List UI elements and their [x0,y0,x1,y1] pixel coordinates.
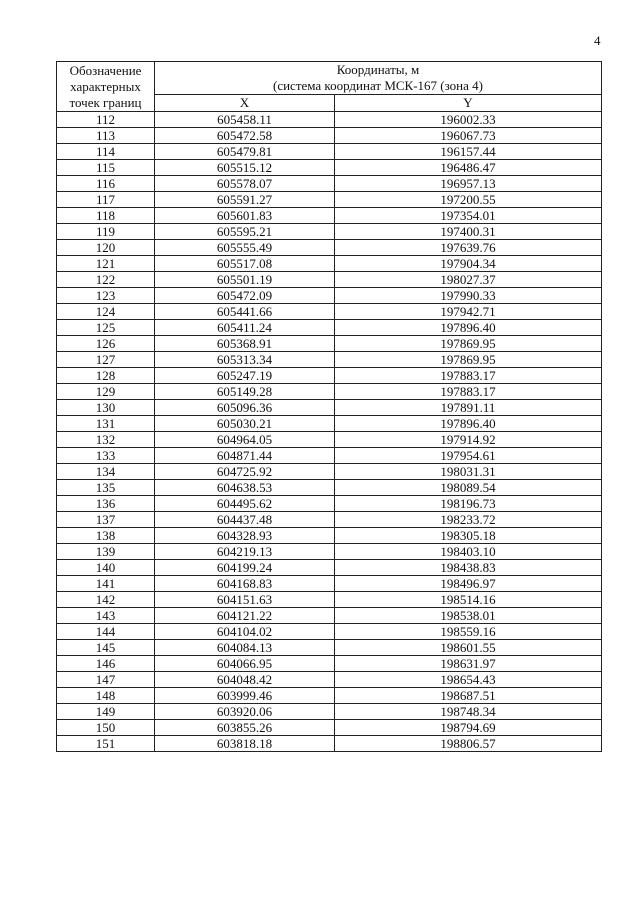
table-row [57,480,602,496]
x-coordinate-cell: 604066.95 [155,656,335,672]
x-coordinate-cell: 605601.83 [155,208,335,224]
y-coordinate-cell: 196157.44 [335,144,602,160]
table-row [57,640,602,656]
table-row [57,528,602,544]
point-number-cell: 148 [57,688,155,704]
x-coordinate-cell: 605313.34 [155,352,335,368]
x-coordinate-cell: 605149.28 [155,384,335,400]
table-row [57,704,602,720]
table-row [57,688,602,704]
y-coordinate-cell: 198403.10 [335,544,602,560]
point-number-cell: 119 [57,224,155,240]
point-number-cell: 143 [57,608,155,624]
point-number-cell: 136 [57,496,155,512]
y-coordinate-cell: 198687.51 [335,688,602,704]
table-row [57,240,602,256]
x-column-header: X [155,95,335,112]
y-coordinate-cell: 198514.16 [335,592,602,608]
point-number-cell: 117 [57,192,155,208]
table-row [57,464,602,480]
x-coordinate-cell: 604121.22 [155,608,335,624]
table-row [57,720,602,736]
y-coordinate-cell: 197954.61 [335,448,602,464]
x-coordinate-cell: 605591.27 [155,192,335,208]
y-coordinate-cell: 198089.54 [335,480,602,496]
y-coordinate-cell: 198233.72 [335,512,602,528]
x-coordinate-cell: 603818.18 [155,736,335,752]
x-coordinate-cell: 604871.44 [155,448,335,464]
x-coordinate-cell: 604437.48 [155,512,335,528]
x-coordinate-cell: 605472.09 [155,288,335,304]
coordinate-system-subtitle: (система координат МСК-167 (зона 4) [273,78,483,93]
y-coordinate-cell: 197896.40 [335,416,602,432]
point-number-cell: 122 [57,272,155,288]
y-coordinate-cell: 198806.57 [335,736,602,752]
table-row [57,160,602,176]
y-coordinate-cell: 197883.17 [335,384,602,400]
point-number-cell: 116 [57,176,155,192]
y-coordinate-cell: 198196.73 [335,496,602,512]
y-coordinate-cell: 196002.33 [335,112,602,128]
point-label-header-line: точек границ [69,94,142,110]
x-coordinate-cell: 605515.12 [155,160,335,176]
table-row [57,448,602,464]
x-coordinate-cell: 604048.42 [155,672,335,688]
x-coordinate-cell: 605479.81 [155,144,335,160]
table-row [57,208,602,224]
x-coordinate-cell: 605368.91 [155,336,335,352]
y-coordinate-cell: 198631.97 [335,656,602,672]
y-coordinate-cell: 197896.40 [335,320,602,336]
y-coordinate-cell: 197942.71 [335,304,602,320]
y-coordinate-cell: 197904.34 [335,256,602,272]
point-number-cell: 135 [57,480,155,496]
point-number-cell: 139 [57,544,155,560]
point-number-cell: 112 [57,112,155,128]
point-label-header [57,62,155,112]
table-row [57,384,602,400]
y-coordinate-cell: 197883.17 [335,368,602,384]
point-number-cell: 150 [57,720,155,736]
y-coordinate-cell: 198748.34 [335,704,602,720]
table-row [57,128,602,144]
x-coordinate-cell: 604964.05 [155,432,335,448]
table-row [57,656,602,672]
y-coordinate-cell: 198601.55 [335,640,602,656]
point-number-cell: 123 [57,288,155,304]
y-coordinate-cell: 198438.83 [335,560,602,576]
y-coordinate-cell: 196067.73 [335,128,602,144]
y-coordinate-cell: 198654.43 [335,672,602,688]
y-coordinate-cell: 197639.76 [335,240,602,256]
table-row [57,496,602,512]
table-row [57,304,602,320]
y-coordinate-cell: 196486.47 [335,160,602,176]
y-coordinate-cell: 198496.97 [335,576,602,592]
y-coordinate-cell: 197869.95 [335,336,602,352]
x-coordinate-cell: 605555.49 [155,240,335,256]
x-coordinate-cell: 605501.19 [155,272,335,288]
y-coordinate-cell: 197354.01 [335,208,602,224]
point-number-cell: 130 [57,400,155,416]
point-number-cell: 146 [57,656,155,672]
point-number-cell: 113 [57,128,155,144]
table-row [57,400,602,416]
table-row [57,336,602,352]
y-coordinate-cell: 197200.55 [335,192,602,208]
table-row [57,432,602,448]
x-coordinate-cell: 604638.53 [155,480,335,496]
point-number-cell: 129 [57,384,155,400]
x-coordinate-cell: 605595.21 [155,224,335,240]
y-coordinate-cell: 198031.31 [335,464,602,480]
point-number-cell: 147 [57,672,155,688]
table-row [57,608,602,624]
x-coordinate-cell: 604104.02 [155,624,335,640]
point-number-cell: 142 [57,592,155,608]
table-row [57,672,602,688]
point-number-cell: 132 [57,432,155,448]
point-number-cell: 121 [57,256,155,272]
y-coordinate-cell: 198305.18 [335,528,602,544]
table-row [57,192,602,208]
point-number-cell: 144 [57,624,155,640]
y-coordinate-cell: 198538.01 [335,608,602,624]
x-coordinate-cell: 605411.24 [155,320,335,336]
table-body [57,112,602,752]
x-coordinate-cell: 604084.13 [155,640,335,656]
point-label-header-line: Обозначение [69,62,142,78]
table-row [57,368,602,384]
x-coordinate-cell: 604151.63 [155,592,335,608]
x-coordinate-cell: 603999.46 [155,688,335,704]
y-coordinate-cell: 197400.31 [335,224,602,240]
y-coordinate-cell: 198559.16 [335,624,602,640]
x-coordinate-cell: 605096.36 [155,400,335,416]
table-row [57,416,602,432]
y-coordinate-cell: 196957.13 [335,176,602,192]
point-number-cell: 120 [57,240,155,256]
point-number-cell: 151 [57,736,155,752]
table-row [57,352,602,368]
y-coordinate-cell: 197914.92 [335,432,602,448]
coordinates-table [56,61,602,752]
x-coordinate-cell: 604725.92 [155,464,335,480]
x-coordinate-cell: 605472.58 [155,128,335,144]
point-number-cell: 131 [57,416,155,432]
x-coordinate-cell: 605441.66 [155,304,335,320]
point-number-cell: 140 [57,560,155,576]
point-number-cell: 126 [57,336,155,352]
point-number-cell: 128 [57,368,155,384]
table-row [57,272,602,288]
table-row [57,288,602,304]
table-row [57,320,602,336]
x-coordinate-cell: 603920.06 [155,704,335,720]
x-coordinate-cell: 605458.11 [155,112,335,128]
y-column-header: Y [335,95,602,112]
coordinates-header [155,62,602,95]
x-coordinate-cell: 603855.26 [155,720,335,736]
x-coordinate-cell: 604168.83 [155,576,335,592]
table-row [57,624,602,640]
point-number-cell: 124 [57,304,155,320]
point-number-cell: 133 [57,448,155,464]
x-coordinate-cell: 605517.08 [155,256,335,272]
point-number-cell: 137 [57,512,155,528]
y-coordinate-cell: 197869.95 [335,352,602,368]
coordinates-title: Координаты, м [336,62,420,77]
page-number: 4 [594,33,601,48]
x-coordinate-cell: 605247.19 [155,368,335,384]
table-row [57,736,602,752]
point-number-cell: 134 [57,464,155,480]
table-row [57,560,602,576]
y-coordinate-cell: 198794.69 [335,720,602,736]
table-row [57,224,602,240]
y-coordinate-cell: 197891.11 [335,400,602,416]
table-row [57,144,602,160]
table-row [57,256,602,272]
x-coordinate-cell: 604219.13 [155,544,335,560]
x-coordinate-cell: 605030.21 [155,416,335,432]
point-number-cell: 145 [57,640,155,656]
table-row [57,112,602,128]
table-row [57,576,602,592]
x-coordinate-cell: 605578.07 [155,176,335,192]
table-row [57,592,602,608]
point-number-cell: 138 [57,528,155,544]
table-row [57,544,602,560]
point-number-cell: 127 [57,352,155,368]
point-label-header-line: характерных [70,78,141,94]
point-number-cell: 141 [57,576,155,592]
x-coordinate-cell: 604328.93 [155,528,335,544]
point-number-cell: 115 [57,160,155,176]
table-row [57,512,602,528]
point-number-cell: 149 [57,704,155,720]
point-number-cell: 125 [57,320,155,336]
table-row [57,176,602,192]
point-number-cell: 118 [57,208,155,224]
y-coordinate-cell: 198027.37 [335,272,602,288]
point-number-cell: 114 [57,144,155,160]
x-coordinate-cell: 604495.62 [155,496,335,512]
x-coordinate-cell: 604199.24 [155,560,335,576]
y-coordinate-cell: 197990.33 [335,288,602,304]
